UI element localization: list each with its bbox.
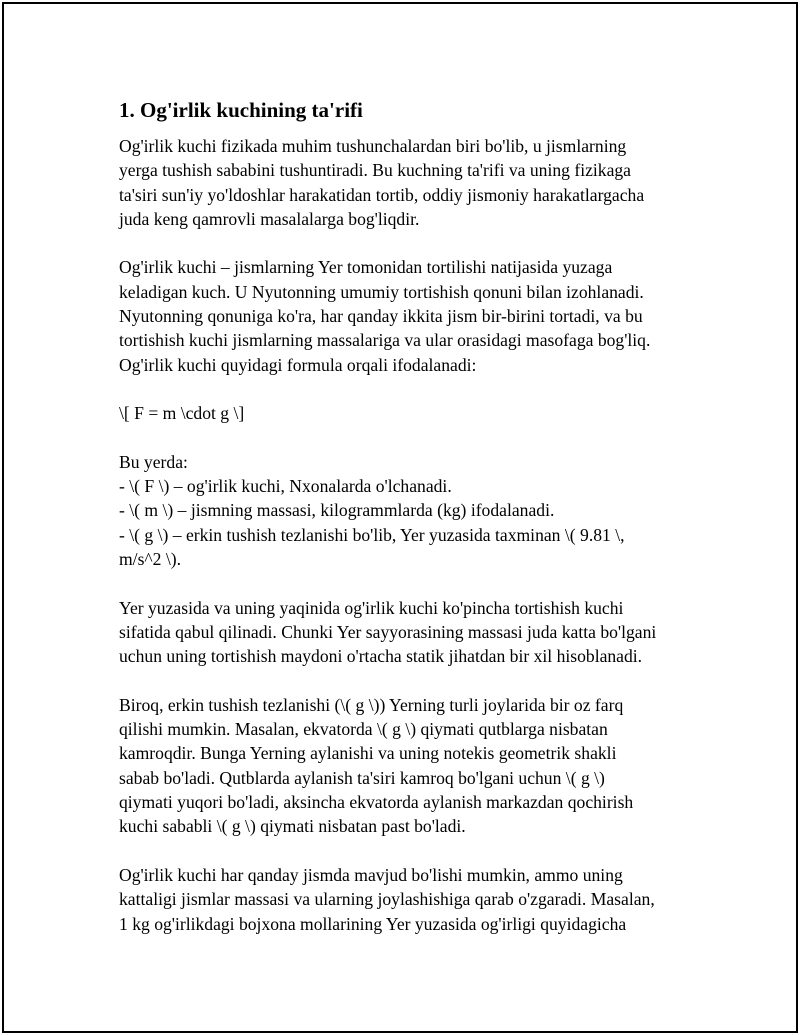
- text-line: qilishi mumkin. Masalan, ekvatorda \( g \) qiymati qutblarga nisbatan: [119, 719, 608, 740]
- text-line: Yer yuzasida va uning yaqinida og'irlik kuchi ko'pincha tortishish kuchi: [119, 597, 624, 618]
- formula-line: \[ F = m \cdot g \]: [119, 403, 245, 424]
- document-page: [2, 2, 798, 1033]
- text-line: Og'irlik kuchi quyidagi formula orqali ifodalanadi:: [119, 354, 477, 375]
- text-line: 1 kg og'irlikdagi bojxona mollarining Yer yuzasida og'irligi quyidagicha: [119, 913, 627, 934]
- text-line: Og'irlik kuchi fizikada muhim tushunchalardan biri bo'lib, u jismlarning: [119, 136, 627, 156]
- text-line: Og'irlik kuchi har qanday jismda mavjud bo'lishi mumkin, ammo uning: [119, 864, 623, 885]
- text-line: tortishish kuchi jismlarning massalariga va ular orasidagi masofaga bog'liq.: [119, 330, 651, 351]
- list-item: - \( g \) – erkin tushish tezlanishi bo'lib, Yer yuzasida taxminan \( 9.81 \,: [119, 524, 625, 545]
- paragraph-definition: [119, 255, 699, 376]
- paragraph-magnitude: [119, 863, 699, 936]
- document-body: [119, 96, 699, 960]
- text-line: Og'irlik kuchi – jismlarning Yer tomonidan tortilishi natijasida yuzaga: [119, 257, 613, 278]
- paragraph-intro: [119, 134, 699, 231]
- text-line: juda keng qamrovli masalalarga bog'liqdir.: [119, 208, 420, 229]
- list-item: - \( m \) – jismning massasi, kilogrammlarda (kg) ifodalanadi.: [119, 500, 555, 521]
- list-item: - \( F \) – og'irlik kuchi, Nxonalarda o'lchanadi.: [119, 476, 452, 497]
- text-line: ta'siri sun'iy yo'ldoshlar harakatidan tortib, oddiy jismoniy harakatlargacha: [119, 184, 645, 205]
- text-line: qiymati yuqori bo'ladi, aksincha ekvatorda aylanish markazdan qochirish: [119, 792, 634, 813]
- paragraph-surface: [119, 596, 699, 669]
- text-line: kattaligi jismlar massasi va ularning joylashishiga qarab o'zgaradi. Masalan,: [119, 889, 655, 910]
- text-line: kuchi sababli \( g \) qiymati nisbatan past bo'ladi.: [119, 816, 466, 837]
- text-line: sifatida qabul qilinadi. Chunki Yer sayyorasining massasi juda katta bo'lgani: [119, 621, 657, 642]
- text-line: kamroqdir. Bunga Yerning aylanishi va uning notekis geometrik shakli: [119, 743, 617, 764]
- paragraph-variation: [119, 693, 699, 839]
- text-line: yerga tushish sababini tushuntiradi. Bu kuchning ta'rifi va uning fizikaga: [119, 160, 631, 181]
- text-line: Bu yerda:: [119, 451, 188, 472]
- text-line: Biroq, erkin tushish tezlanishi (\( g \)) Yerning turli joylarida bir oz farq: [119, 694, 624, 715]
- text-line: uchun uning tortishish maydoni o'rtacha statik jihatdan bir xil hisoblanadi.: [119, 646, 643, 667]
- text-line: Nyutonning qonuniga ko'ra, har qanday ikkita jism bir-birini tortadi, va bu: [119, 306, 643, 327]
- text-line: keladigan kuch. U Nyutonning umumiy tortishish qonuni bilan izohlanadi.: [119, 281, 644, 302]
- section-heading: 1. Og'irlik kuchining ta'rifi: [119, 98, 363, 122]
- text-line: sabab bo'ladi. Qutblarda aylanish ta'siri kamroq bo'lgani uchun \( g \): [119, 767, 605, 788]
- paragraph-variables: [119, 450, 699, 571]
- formula: [119, 401, 699, 425]
- text-line: m/s^2 \).: [119, 549, 182, 570]
